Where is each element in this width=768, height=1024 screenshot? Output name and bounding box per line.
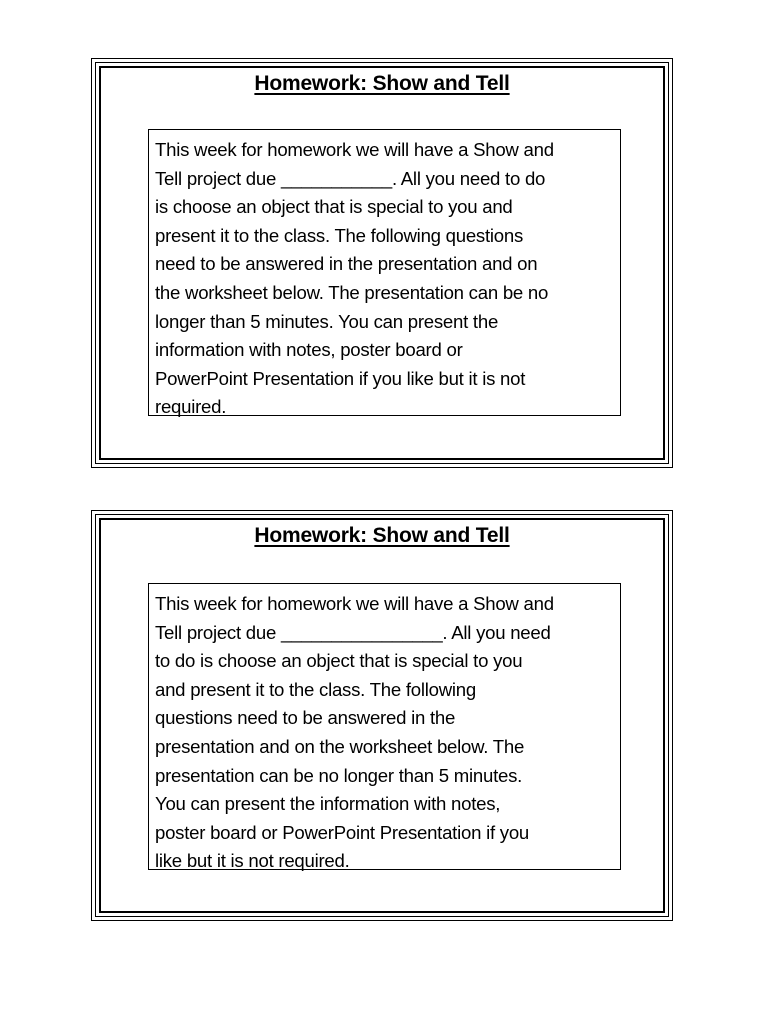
homework-card-2: [91, 510, 673, 921]
instructions-text: This week for homework we will have a Show and Tell project due ________________. All you need to do is choose an object that is special to you and present it to the class. The following questions need to be answered in the presentation and on the worksheet below. The presentation can be no longer than 5 minutes. You can present the information with notes, poster board or PowerPoint Presentation if you like but it is not required.: [148, 583, 621, 870]
card-title: Homework: Show and Tell: [254, 524, 510, 547]
homework-card-1: [91, 58, 673, 468]
card-title: Homework: Show and Tell: [254, 72, 510, 95]
instructions-text: This week for homework we will have a Show and Tell project due ___________. All you need to do is choose an object that is special to you and present it to the class. The following questions need to be answered in the presentation and on the worksheet below. The presentation can be no longer than 5 minutes. You can present the information with notes, poster board or PowerPoint Presentation if you like but it is not required.: [148, 129, 621, 416]
